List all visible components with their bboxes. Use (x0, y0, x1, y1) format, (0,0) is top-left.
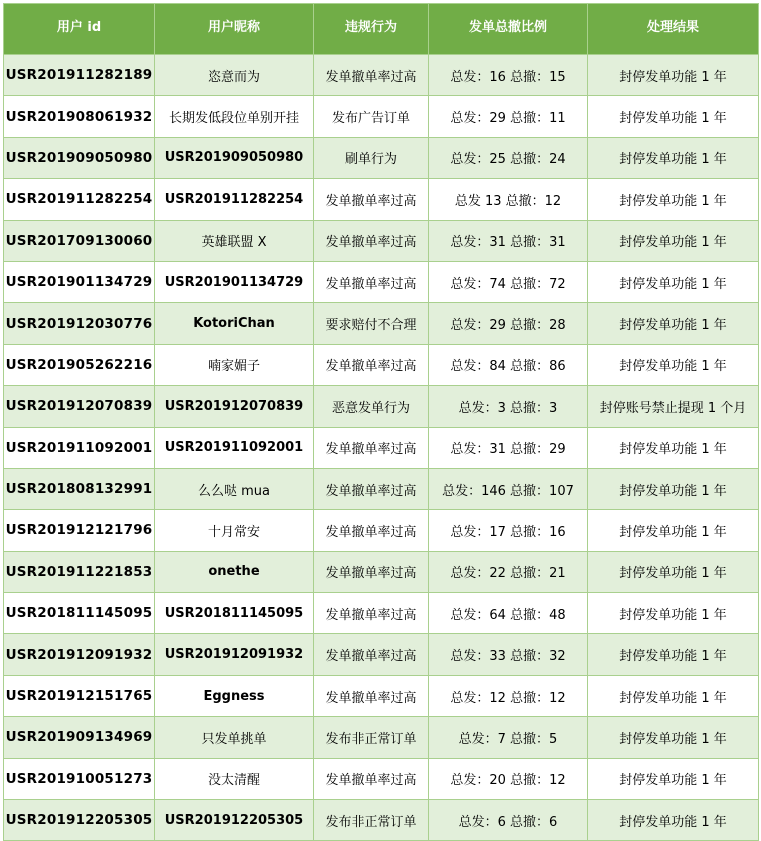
cell-nickname: Eggness (155, 675, 314, 716)
cell-violation: 发布非正常订单 (314, 800, 429, 841)
cell-violation: 发单撤单率过高 (314, 593, 429, 634)
cell-order-ratio: 总发：16 总撤：15 (429, 55, 588, 96)
cell-nickname: 喃家媚子 (155, 344, 314, 385)
cell-result: 封停发单功能 1 年 (588, 179, 759, 220)
header-row (4, 4, 759, 55)
header-nickname: 用户昵称 (155, 4, 314, 55)
cell-result: 封停发单功能 1 年 (588, 551, 759, 592)
table-row (4, 137, 759, 178)
cell-result: 封停发单功能 1 年 (588, 675, 759, 716)
cell-violation: 发单撤单率过高 (314, 427, 429, 468)
cell-result: 封停发单功能 1 年 (588, 220, 759, 261)
header-result: 处理结果 (588, 4, 759, 55)
cell-result: 封停发单功能 1 年 (588, 634, 759, 675)
cell-result: 封停发单功能 1 年 (588, 55, 759, 96)
table-row (4, 510, 759, 551)
cell-user-id: USR201910051273 (4, 758, 155, 799)
cell-violation: 发单撤单率过高 (314, 758, 429, 799)
table-row (4, 344, 759, 385)
cell-result: 封停发单功能 1 年 (588, 800, 759, 841)
cell-violation: 发布非正常订单 (314, 717, 429, 758)
cell-violation: 发单撤单率过高 (314, 675, 429, 716)
cell-nickname: 英雄联盟 X (155, 220, 314, 261)
table-row (4, 96, 759, 137)
cell-user-id: USR201912151765 (4, 675, 155, 716)
cell-result: 封停发单功能 1 年 (588, 468, 759, 509)
table-row (4, 220, 759, 261)
cell-user-id: USR201901134729 (4, 261, 155, 302)
cell-user-id: USR201912030776 (4, 303, 155, 344)
cell-result: 封停发单功能 1 年 (588, 303, 759, 344)
cell-nickname: 恣意而为 (155, 55, 314, 96)
table-row (4, 261, 759, 302)
cell-nickname: USR201912205305 (155, 800, 314, 841)
cell-violation: 发单撤单率过高 (314, 344, 429, 385)
cell-order-ratio: 总发：74 总撤：72 (429, 261, 588, 302)
table-row (4, 758, 759, 799)
cell-result: 封停发单功能 1 年 (588, 96, 759, 137)
cell-violation: 发单撤单率过高 (314, 634, 429, 675)
cell-user-id: USR201808132991 (4, 468, 155, 509)
cell-user-id: USR201912070839 (4, 386, 155, 427)
cell-order-ratio: 总发：3 总撤：3 (429, 386, 588, 427)
table-row (4, 303, 759, 344)
cell-nickname: USR201909050980 (155, 137, 314, 178)
violation-records-table (3, 3, 759, 841)
cell-nickname: USR201912091932 (155, 634, 314, 675)
cell-user-id: USR201912121796 (4, 510, 155, 551)
table-row (4, 55, 759, 96)
cell-violation: 发单撤单率过高 (314, 468, 429, 509)
cell-nickname: USR201901134729 (155, 261, 314, 302)
cell-nickname: 十月常安 (155, 510, 314, 551)
cell-violation: 发单撤单率过高 (314, 179, 429, 220)
cell-nickname: USR201911092001 (155, 427, 314, 468)
cell-result: 封停账号禁止提现 1 个月 (588, 386, 759, 427)
cell-user-id: USR201912205305 (4, 800, 155, 841)
cell-nickname: onethe (155, 551, 314, 592)
cell-result: 封停发单功能 1 年 (588, 593, 759, 634)
cell-user-id: USR201709130060 (4, 220, 155, 261)
table-row (4, 427, 759, 468)
table-row (4, 634, 759, 675)
cell-nickname: 长期发低段位单别开挂 (155, 96, 314, 137)
cell-order-ratio: 总发：29 总撤：28 (429, 303, 588, 344)
cell-user-id: USR201911221853 (4, 551, 155, 592)
cell-violation: 要求赔付不合理 (314, 303, 429, 344)
cell-order-ratio: 总发：12 总撤：12 (429, 675, 588, 716)
header-violation: 违规行为 (314, 4, 429, 55)
cell-violation: 发单撤单率过高 (314, 551, 429, 592)
table-row (4, 593, 759, 634)
cell-user-id: USR201911092001 (4, 427, 155, 468)
cell-order-ratio: 总发：17 总撤：16 (429, 510, 588, 551)
table-row (4, 675, 759, 716)
cell-result: 封停发单功能 1 年 (588, 510, 759, 551)
cell-violation: 恶意发单行为 (314, 386, 429, 427)
cell-result: 封停发单功能 1 年 (588, 717, 759, 758)
cell-violation: 刷单行为 (314, 137, 429, 178)
cell-order-ratio: 总发：31 总撤：29 (429, 427, 588, 468)
cell-user-id: USR201912091932 (4, 634, 155, 675)
table-row (4, 468, 759, 509)
cell-user-id: USR201811145095 (4, 593, 155, 634)
table-header (4, 4, 759, 55)
cell-violation: 发单撤单率过高 (314, 220, 429, 261)
cell-order-ratio: 总发：6 总撤：6 (429, 800, 588, 841)
cell-violation: 发布广告订单 (314, 96, 429, 137)
cell-order-ratio: 总发：7 总撤：5 (429, 717, 588, 758)
cell-user-id: USR201909134969 (4, 717, 155, 758)
cell-user-id: USR201908061932 (4, 96, 155, 137)
cell-order-ratio: 总发：29 总撤：11 (429, 96, 588, 137)
table-row (4, 386, 759, 427)
cell-violation: 发单撤单率过高 (314, 55, 429, 96)
cell-order-ratio: 总发：146 总撤：107 (429, 468, 588, 509)
cell-nickname: 么么哒 mua (155, 468, 314, 509)
cell-user-id: USR201911282254 (4, 179, 155, 220)
cell-order-ratio: 总发：20 总撤：12 (429, 758, 588, 799)
cell-nickname: 没太清醒 (155, 758, 314, 799)
cell-nickname: KotoriChan (155, 303, 314, 344)
cell-result: 封停发单功能 1 年 (588, 137, 759, 178)
cell-result: 封停发单功能 1 年 (588, 427, 759, 468)
cell-nickname: USR201811145095 (155, 593, 314, 634)
cell-violation: 发单撤单率过高 (314, 261, 429, 302)
cell-user-id: USR201905262216 (4, 344, 155, 385)
cell-order-ratio: 总发：84 总撤：86 (429, 344, 588, 385)
cell-nickname: USR201911282254 (155, 179, 314, 220)
cell-result: 封停发单功能 1 年 (588, 758, 759, 799)
cell-result: 封停发单功能 1 年 (588, 261, 759, 302)
header-order-ratio: 发单总撤比例 (429, 4, 588, 55)
header-user-id: 用户 id (4, 4, 155, 55)
table-row (4, 179, 759, 220)
cell-user-id: USR201909050980 (4, 137, 155, 178)
cell-violation: 发单撤单率过高 (314, 510, 429, 551)
cell-nickname: USR201912070839 (155, 386, 314, 427)
table-row (4, 551, 759, 592)
cell-order-ratio: 总发：64 总撤：48 (429, 593, 588, 634)
cell-order-ratio: 总发：25 总撤：24 (429, 137, 588, 178)
cell-order-ratio: 总发：22 总撤：21 (429, 551, 588, 592)
cell-user-id: USR201911282189 (4, 55, 155, 96)
table-row (4, 717, 759, 758)
cell-nickname: 只发单挑单 (155, 717, 314, 758)
cell-result: 封停发单功能 1 年 (588, 344, 759, 385)
cell-order-ratio: 总发：31 总撤：31 (429, 220, 588, 261)
cell-order-ratio: 总发：33 总撤：32 (429, 634, 588, 675)
cell-order-ratio: 总发 13 总撤：12 (429, 179, 588, 220)
table-body (4, 55, 759, 841)
table-row (4, 800, 759, 841)
